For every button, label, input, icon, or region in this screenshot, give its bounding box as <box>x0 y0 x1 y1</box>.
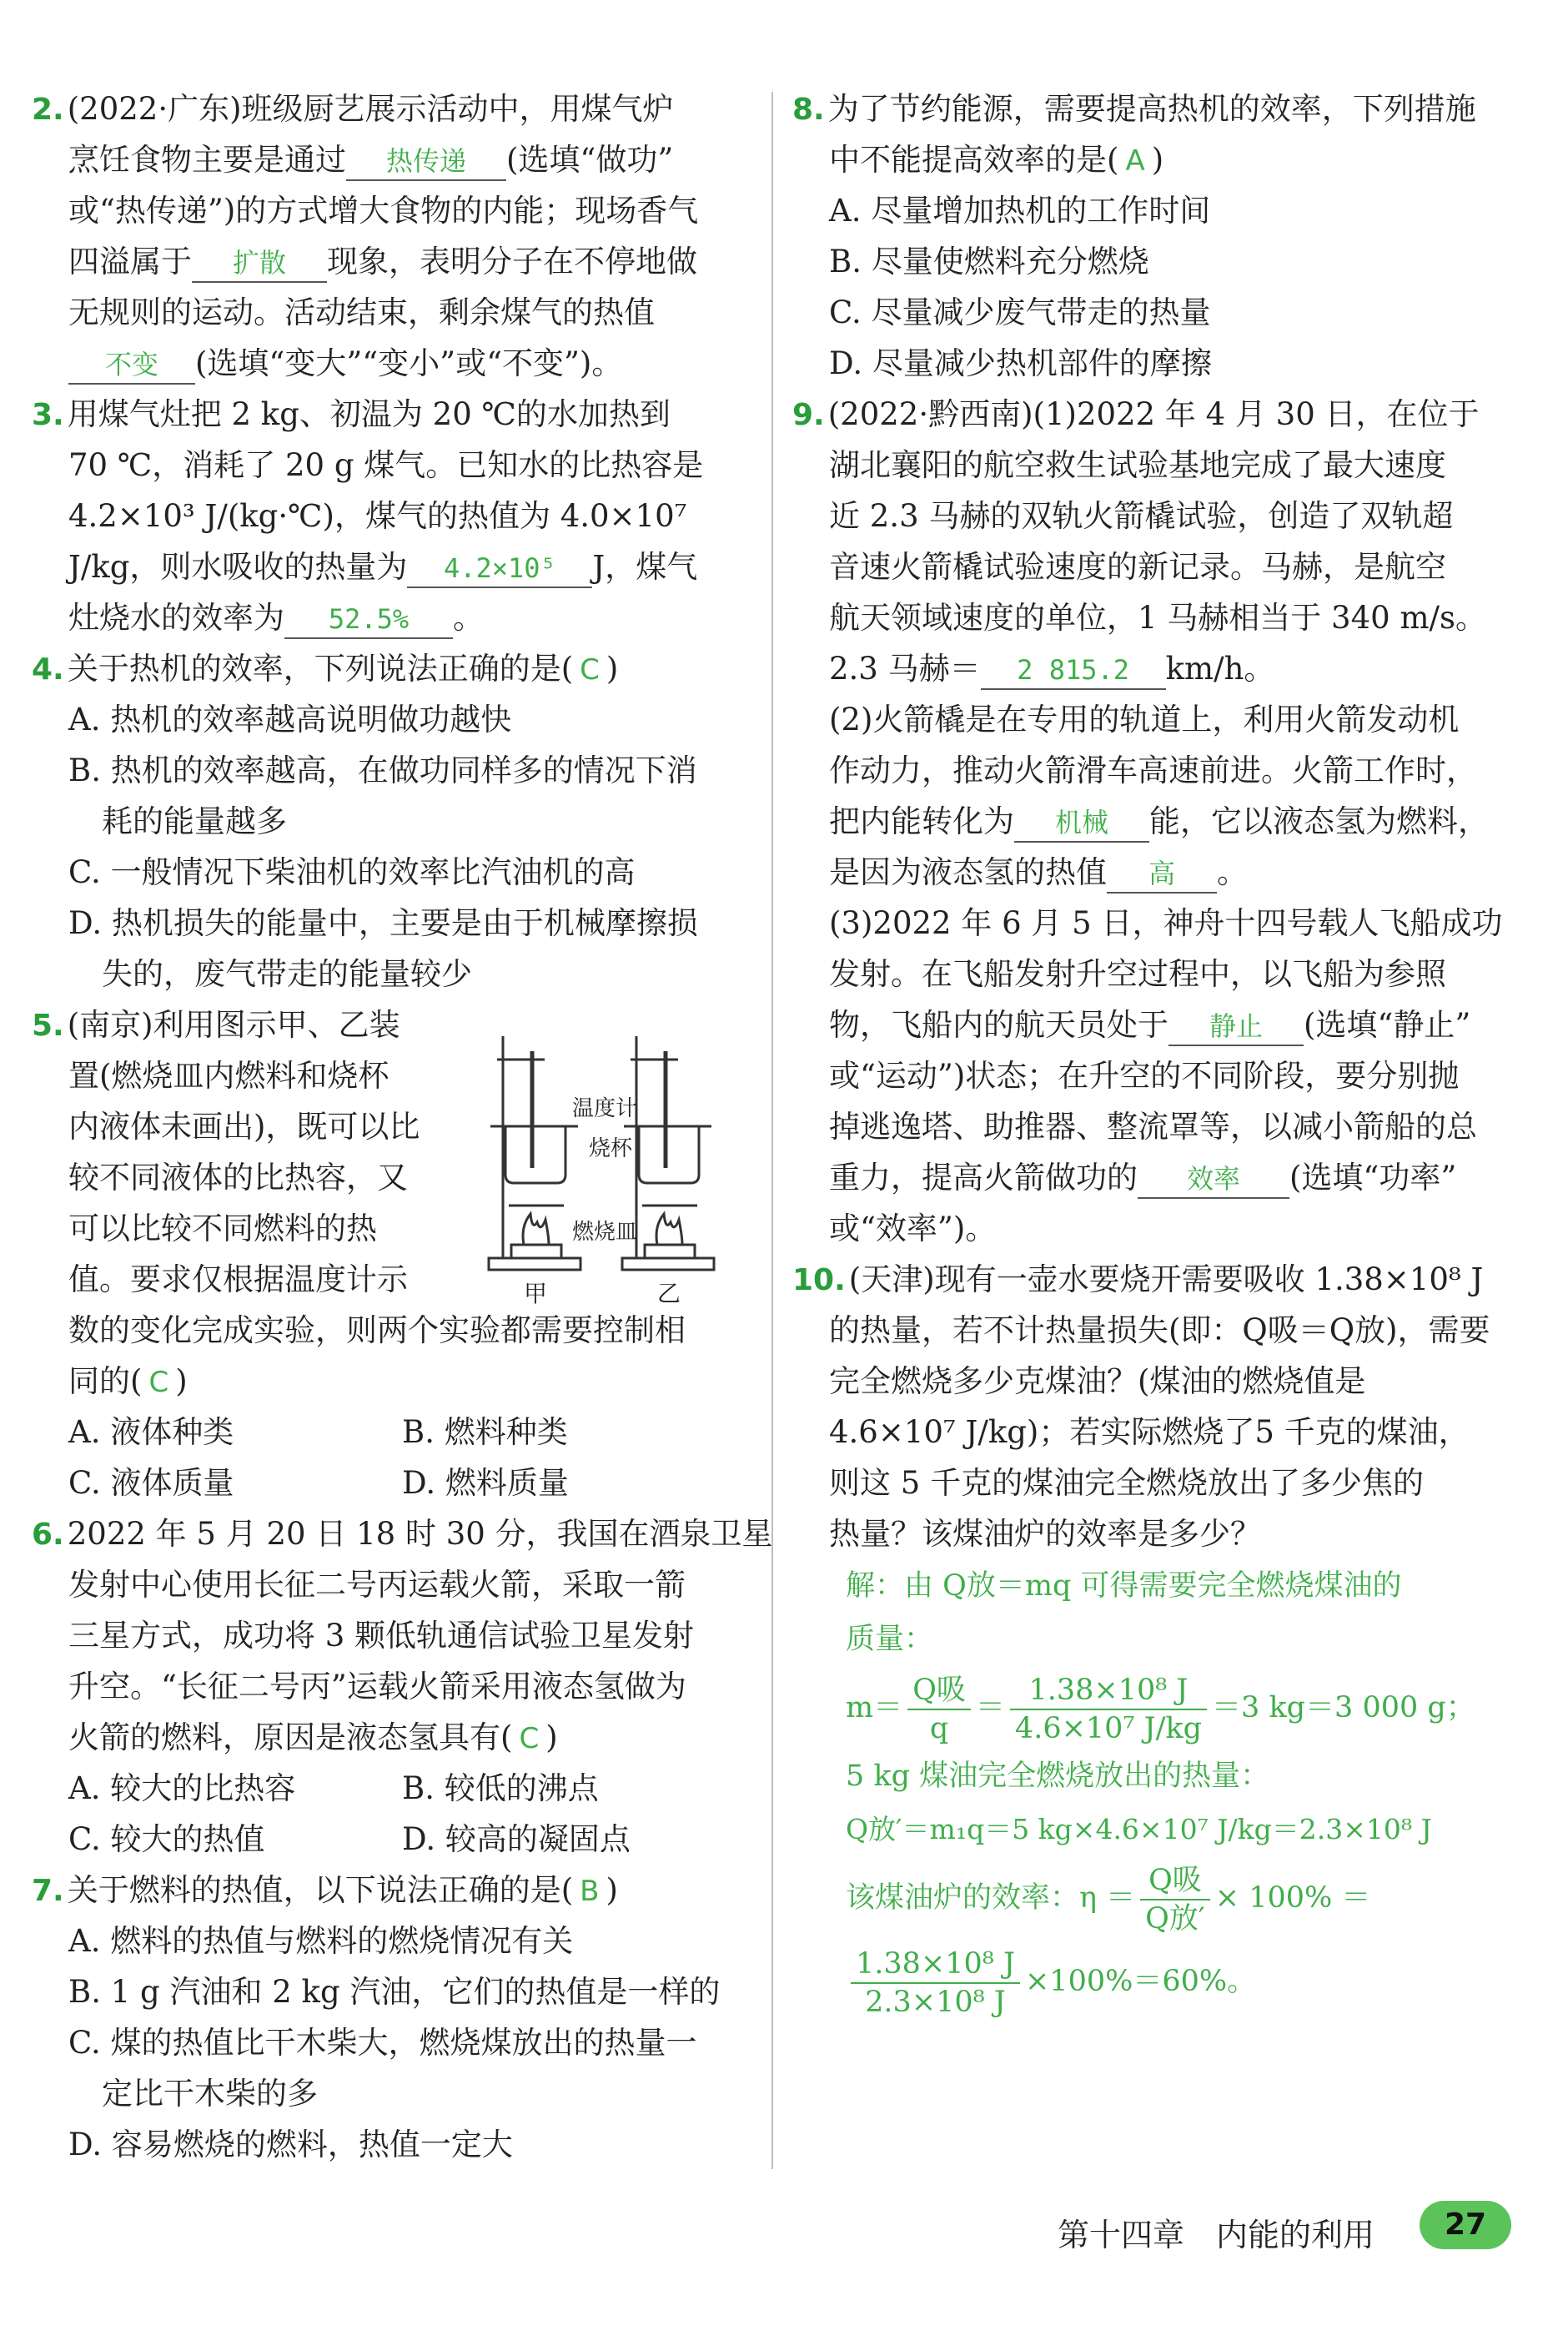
question-text: (选填“做功” <box>506 142 674 178</box>
equation-rhs: ×100%＝60%。 <box>1024 1965 1257 1998</box>
fraction <box>1140 1862 1210 1937</box>
option-a: A. 尽量增加热机的工作时间 <box>829 193 1211 229</box>
choice-answer: B <box>580 1875 600 1908</box>
option-b: B. 1 g 汽油和 2 kg 汽油，它们的热值是一样的 <box>68 1974 721 2010</box>
question-text: 三星方式，成功将 3 颗低轨通信试验卫星发射 <box>68 1618 695 1654</box>
question-text: 。 <box>453 600 484 636</box>
question-text: (天津)现有一壶水要烧开需要吸收 1.38×10⁸ J <box>848 1261 1484 1297</box>
label-yi: 乙 <box>657 1280 681 1307</box>
question-text: 4.2×10³ J/(kg·℃)，煤气的热值为 4.0×10⁷ <box>68 498 687 534</box>
question-text: (2)火箭橇是在专用的轨道上，利用火箭发动机 <box>829 702 1460 738</box>
question-text: 用煤气灶把 2 kg、初温为 20 ℃的水加热到 <box>67 396 671 432</box>
option-d: D. 尽量减少热机部件的摩擦 <box>829 345 1212 381</box>
question-text: 或“热传递”)的方式增大食物的内能；现场香气 <box>68 193 699 229</box>
question-text: 无规则的运动。活动结束，剩余煤气的热值 <box>68 295 655 330</box>
solution-line-2: 质量： <box>846 1623 934 1656</box>
solution-mass-equation <box>846 1666 1511 1749</box>
answer-blank: 静止 <box>1168 1008 1304 1046</box>
question-text: 灶烧水的效率为 <box>68 600 284 636</box>
flame-jia <box>523 1214 549 1245</box>
question-number: 6. <box>32 1518 64 1552</box>
answer-blank: 4.2×10⁵ <box>407 550 592 588</box>
option-a: A. 燃料的热值与燃料的燃烧情况有关 <box>68 1923 574 1959</box>
solution-efficiency-result <box>846 1940 1511 2023</box>
question-text: 值。要求仅根据温度计示 <box>68 1261 408 1297</box>
question-text: 2022 年 5 月 20 日 18 时 30 分，我国在酒泉卫星 <box>67 1516 773 1552</box>
solution <box>792 1559 1511 2023</box>
answer-blank: 机械 <box>1014 804 1149 843</box>
question-text: (2022·广东)班级厨艺展示活动中，用煤气炉 <box>67 91 674 127</box>
option-d: D. 容易燃烧的燃料，热值一定大 <box>68 2127 513 2162</box>
question-text: ) <box>606 1872 618 1908</box>
label-jia: 甲 <box>524 1280 548 1307</box>
burner-dish-yi <box>645 1245 695 1258</box>
question-text: 的热量，若不计热量损失(即：Q吸＝Q放)，需要 <box>829 1312 1490 1348</box>
option-d: D. 热机损失的能量中，主要是由于机械摩擦损 <box>68 905 698 941</box>
question-text: 。 <box>1217 854 1248 890</box>
question-number: 2. <box>32 93 64 127</box>
chapter-footer: 第十四章 内能的利用 <box>1058 2217 1375 2253</box>
question-number: 10. <box>792 1263 846 1297</box>
choice-answer: C <box>148 1366 169 1399</box>
question-text: J，煤气 <box>592 549 698 585</box>
question-text: ) <box>545 1719 558 1755</box>
question-text: 或“运动”)状态；在升空的不同阶段，要分别抛 <box>829 1058 1460 1094</box>
option-b: B. 较低的沸点 <box>402 1770 599 1806</box>
equals-sign: ＝ <box>975 1691 1005 1724</box>
choice-answer: C <box>519 1722 540 1755</box>
option-c: C. 液体质量 <box>68 1465 234 1501</box>
question-text: 音速火箭橇试验速度的新记录。马赫，是航空 <box>829 549 1446 585</box>
question-number: 9. <box>792 398 825 432</box>
question-text: km/h。 <box>1165 651 1275 687</box>
fraction-numerator: Q吸 <box>1140 1862 1210 1900</box>
question-text: 则这 5 千克的煤油完全燃烧放出了多少焦的 <box>829 1465 1425 1501</box>
question-text: 火箭的燃料，原因是液态氢具有( <box>68 1719 513 1755</box>
question-text: 较不同液体的比热容，又 <box>68 1160 408 1196</box>
question-text: 能，它以液态氢为燃料， <box>1149 803 1489 839</box>
question-text: ) <box>175 1363 188 1399</box>
fraction-denominator: q <box>929 1711 949 1745</box>
question-text: 物，飞船内的航天员处于 <box>829 1007 1168 1043</box>
experiment-figure <box>465 1026 741 1310</box>
question-9 <box>792 389 1511 1254</box>
question-text: (选填“功率” <box>1289 1160 1457 1196</box>
question-number: 4. <box>32 652 64 687</box>
option-c: C. 较大的热值 <box>68 1821 265 1857</box>
question-10 <box>792 1254 1511 2023</box>
equation-lhs: m＝ <box>846 1691 903 1724</box>
question-2 <box>32 83 751 389</box>
question-text: (选填“变大”“变小”或“不变”)。 <box>195 345 623 381</box>
option-c: C. 尽量减少废气带走的热量 <box>829 295 1211 330</box>
question-text: 2.3 马赫＝ <box>829 651 981 687</box>
question-text: 烹饪食物主要是通过 <box>68 142 346 178</box>
question-text: 热量？该煤油炉的效率是多少？ <box>829 1516 1261 1552</box>
question-text: 同的( <box>68 1363 143 1399</box>
option-a: A. 液体种类 <box>68 1414 234 1450</box>
fraction-numerator: 1.38×10⁸ J <box>851 1946 1020 1984</box>
fraction-denominator: 4.6×10⁷ J/kg <box>1014 1711 1203 1745</box>
question-3 <box>32 389 751 643</box>
question-7 <box>32 1865 751 2170</box>
fraction <box>907 1672 971 1747</box>
question-number: 8. <box>792 93 825 127</box>
option-b: B. 尽量使燃料充分燃烧 <box>829 244 1149 279</box>
option-c-cont: 定比干木柴的多 <box>102 2076 318 2112</box>
fraction-numerator: Q吸 <box>907 1672 971 1710</box>
question-text: 70 ℃，消耗了 20 g 煤气。已知水的比热容是 <box>68 447 704 483</box>
question-text: 或“效率”)。 <box>829 1211 997 1246</box>
option-a: A. 热机的效率越高说明做功越快 <box>68 702 512 738</box>
question-6 <box>32 1508 773 1865</box>
answer-blank: 热传递 <box>346 143 506 181</box>
solution-efficiency-equation <box>846 1856 1511 1940</box>
question-text: 完全燃烧多少克煤油？(煤油的燃烧值是 <box>829 1363 1366 1399</box>
question-text: J/kg，则水吸收的热量为 <box>68 549 408 585</box>
answer-blank: 高 <box>1107 855 1217 894</box>
question-text: ) <box>1151 142 1164 178</box>
question-text: 航天领域速度的单位，1 马赫相当于 340 m/s。 <box>829 600 1486 636</box>
flame-yi <box>656 1214 682 1245</box>
label-thermometer: 温度计 <box>572 1096 638 1121</box>
option-d: D. 较高的凝固点 <box>402 1821 631 1857</box>
option-b-cont: 耗的能量越多 <box>102 803 287 839</box>
answer-blank: 不变 <box>68 346 195 385</box>
fraction-denominator: 2.3×10⁸ J <box>865 1985 1006 2019</box>
question-text: 发射中心使用长征二号丙运载火箭，采取一箭 <box>68 1567 686 1603</box>
question-text: 是因为液态氢的热值 <box>829 854 1107 890</box>
answer-blank: 2 815.2 <box>981 652 1166 690</box>
question-text: 把内能转化为 <box>829 803 1014 839</box>
solution-line-1: 解：由 Q放＝mq 可得需要完全燃烧煤油的 <box>846 1569 1402 1603</box>
option-c: C. 一般情况下柴油机的效率比汽油机的高 <box>68 854 636 890</box>
question-text: (3)2022 年 6 月 5 日，神舟十四号载人飞船成功 <box>829 905 1503 941</box>
stand-base-yi <box>622 1258 714 1270</box>
question-text: 4.6×10⁷ J/kg)；若实际燃烧了5 千克的煤油， <box>829 1414 1470 1450</box>
fraction <box>1010 1672 1207 1747</box>
question-text: ) <box>606 651 619 687</box>
right-column <box>792 83 1511 2023</box>
beaker-jia <box>505 1126 565 1183</box>
question-text: 作动力，推动火箭滑车高速前进。火箭工作时， <box>829 753 1477 788</box>
question-text: 中不能提高效率的是( <box>829 142 1119 178</box>
option-d: D. 燃料质量 <box>402 1465 569 1501</box>
question-text: 关于燃料的热值，以下说法正确的是( <box>67 1872 574 1908</box>
fraction-denominator: Q放′ <box>1145 1901 1205 1936</box>
question-number: 5. <box>32 1009 64 1043</box>
question-text: 发射。在飞船发射升空过程中，以飞船为参照 <box>829 956 1446 992</box>
option-b: B. 燃料种类 <box>402 1414 568 1450</box>
equation-lhs: 该煤油炉的效率：η ＝ <box>846 1881 1136 1915</box>
question-text: 近 2.3 马赫的双轨火箭橇试验，创造了双轨超 <box>829 498 1454 534</box>
question-text: 湖北襄阳的航空救生试验基地完成了最大速度 <box>829 447 1446 483</box>
choice-answer: C <box>580 653 600 687</box>
label-beaker: 烧杯 <box>589 1136 633 1161</box>
answer-blank: 52.5% <box>284 601 453 639</box>
question-text: 掉逃逸塔、助推器、整流罩等，以减小箭船的总 <box>829 1109 1477 1145</box>
question-number: 3. <box>32 398 64 432</box>
solution-heat-equation: Q放′＝m₁q＝5 kg×4.6×10⁷ J/kg＝2.3×10⁸ J <box>846 1813 1432 1845</box>
question-8 <box>792 83 1511 389</box>
question-text: 为了节约能源，需要提高热机的效率，下列措施 <box>827 91 1476 127</box>
choice-answer: A <box>1125 144 1145 178</box>
beaker-yi <box>639 1126 699 1183</box>
column-divider <box>771 92 773 2169</box>
question-text: 关于热机的效率，下列说法正确的是( <box>67 651 574 687</box>
question-number: 7. <box>32 1874 64 1908</box>
answer-blank: 效率 <box>1138 1160 1289 1199</box>
equation-rhs: × 100% ＝ <box>1214 1881 1371 1915</box>
fraction-numerator: 1.38×10⁸ J <box>1010 1672 1207 1710</box>
option-b: B. 热机的效率越高，在做功同样多的情况下消 <box>68 753 697 788</box>
question-text: 数的变化完成实验，则两个实验都需要控制相 <box>68 1312 686 1348</box>
solution-line-4: 5 kg 煤油完全燃烧放出的热量： <box>846 1760 1270 1793</box>
question-text: (南京)利用图示甲、乙装 <box>67 1007 400 1043</box>
question-text: 置(燃烧皿内燃料和烧杯 <box>68 1058 389 1094</box>
question-4 <box>32 643 751 999</box>
question-text: (选填“静止” <box>1304 1007 1471 1043</box>
question-text: 现象，表明分子在不停地做 <box>327 244 697 279</box>
fraction <box>851 1946 1020 2021</box>
question-text: 可以比较不同燃料的热 <box>68 1211 377 1246</box>
option-c: C. 煤的热值比干木柴大，燃烧煤放出的热量一 <box>68 2025 697 2061</box>
question-text: 内液体未画出)，既可以比 <box>68 1109 420 1145</box>
stand-base-jia <box>489 1258 580 1270</box>
label-dish: 燃烧皿 <box>572 1220 638 1245</box>
answer-blank: 扩散 <box>192 244 327 283</box>
burner-dish-jia <box>511 1245 561 1258</box>
question-text: 重力，提高火箭做功的 <box>829 1160 1138 1196</box>
question-text: (2022·黔西南)(1)2022 年 4 月 30 日，在位于 <box>827 396 1480 432</box>
question-text: 四溢属于 <box>68 244 192 279</box>
option-a: A. 较大的比热容 <box>68 1770 296 1806</box>
question-text: 升空。“长征二号丙”运载火箭采用液态氢做为 <box>68 1669 686 1704</box>
option-d-cont: 失的，废气带走的能量较少 <box>102 956 472 992</box>
page-number-badge: 27 <box>1420 2201 1511 2249</box>
equation-rhs: ＝3 kg＝3 000 g； <box>1212 1691 1475 1724</box>
